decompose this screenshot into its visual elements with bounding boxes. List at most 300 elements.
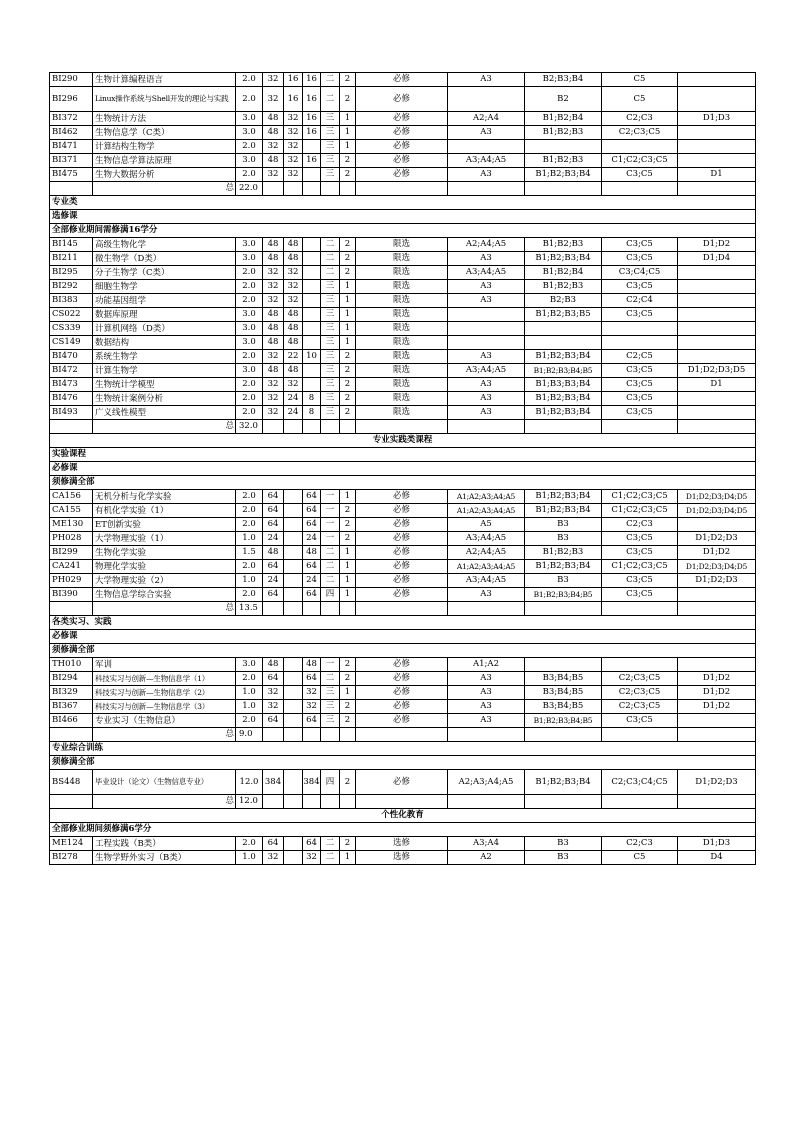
outcome-c: C3;C5 bbox=[602, 714, 678, 728]
course-credit: 2.0 bbox=[236, 280, 263, 294]
course-type: 必修 bbox=[356, 686, 448, 700]
course-row bbox=[50, 392, 756, 406]
course-type: 必修 bbox=[356, 87, 448, 112]
empty-cell bbox=[448, 602, 525, 616]
course-row bbox=[50, 658, 756, 672]
course-hours: 48 bbox=[263, 112, 284, 126]
category-banner: 个性化教育 bbox=[50, 809, 756, 823]
empty-cell bbox=[602, 182, 678, 196]
outcome-c: C2;C3;C5 bbox=[602, 672, 678, 686]
semester: 三 bbox=[321, 700, 340, 714]
outcome-a: A3 bbox=[448, 168, 525, 182]
course-code: BI290 bbox=[50, 73, 93, 87]
course-hours: 384 bbox=[263, 770, 284, 795]
semester: 三 bbox=[321, 112, 340, 126]
course-name: 有机化学实验（1） bbox=[93, 504, 236, 518]
course-credit: 2.0 bbox=[236, 672, 263, 686]
course-hours: 64 bbox=[263, 518, 284, 532]
semester: 一 bbox=[321, 518, 340, 532]
course-type: 必修 bbox=[356, 168, 448, 182]
course-code: CS339 bbox=[50, 322, 93, 336]
course-credit: 2.0 bbox=[236, 560, 263, 574]
course-row bbox=[50, 294, 756, 308]
lecture-hours: 32 bbox=[284, 140, 303, 154]
course-row bbox=[50, 406, 756, 420]
course-code: BI295 bbox=[50, 266, 93, 280]
course-name: 数据库原理 bbox=[93, 308, 236, 322]
lecture-hours: 32 bbox=[284, 112, 303, 126]
outcome-b: B1;B2;B3;B4 bbox=[525, 252, 602, 266]
empty-cell bbox=[284, 602, 303, 616]
outcome-d: D4 bbox=[678, 851, 756, 865]
outcome-a: A3 bbox=[448, 280, 525, 294]
course-code: CA156 bbox=[50, 490, 93, 504]
course-code: BI493 bbox=[50, 406, 93, 420]
course-credit: 1.0 bbox=[236, 686, 263, 700]
lab-hours: 48 bbox=[303, 546, 321, 560]
empty-cell bbox=[303, 728, 321, 742]
lecture-hours bbox=[284, 851, 303, 865]
course-code: ME124 bbox=[50, 837, 93, 851]
course-code: CA155 bbox=[50, 504, 93, 518]
semester: 二 bbox=[321, 73, 340, 87]
outcome-d: D1 bbox=[678, 378, 756, 392]
lecture-hours bbox=[284, 532, 303, 546]
lab-hours bbox=[303, 322, 321, 336]
outcome-d bbox=[678, 266, 756, 280]
lecture-hours: 48 bbox=[284, 364, 303, 378]
subtotal-spacer bbox=[50, 728, 93, 742]
section-heading: 必修课 bbox=[50, 630, 756, 644]
course-type: 限选 bbox=[356, 406, 448, 420]
section-heading-row bbox=[50, 756, 756, 770]
course-code: BI211 bbox=[50, 252, 93, 266]
outcome-a: A3;A4;A5 bbox=[448, 364, 525, 378]
lecture-hours: 16 bbox=[284, 73, 303, 87]
course-credit: 3.0 bbox=[236, 322, 263, 336]
course-code: BI466 bbox=[50, 714, 93, 728]
empty-cell bbox=[284, 182, 303, 196]
course-hours: 32 bbox=[263, 168, 284, 182]
subtotal-spacer bbox=[50, 420, 93, 434]
course-hours: 32 bbox=[263, 266, 284, 280]
course-name: 科技实习与创新—生物信息学（1） bbox=[93, 672, 236, 686]
lab-hours: 64 bbox=[303, 518, 321, 532]
course-name: 计算结构生物学 bbox=[93, 140, 236, 154]
outcome-b: B3;B4;B5 bbox=[525, 686, 602, 700]
course-hours: 32 bbox=[263, 700, 284, 714]
course-code: CS149 bbox=[50, 336, 93, 350]
outcome-a: A2;A4 bbox=[448, 112, 525, 126]
course-hours: 48 bbox=[263, 238, 284, 252]
lab-hours: 32 bbox=[303, 686, 321, 700]
subtotal-row bbox=[50, 795, 756, 809]
term-part: 1 bbox=[340, 294, 356, 308]
course-type: 选修 bbox=[356, 851, 448, 865]
course-code: BI145 bbox=[50, 238, 93, 252]
outcome-d: D1;D2 bbox=[678, 546, 756, 560]
section-heading: 全部修业期间须修满6学分 bbox=[50, 823, 756, 837]
outcome-d: D1;D2 bbox=[678, 686, 756, 700]
outcome-b bbox=[525, 336, 602, 350]
outcome-a: A1;A2;A3;A4;A5 bbox=[448, 490, 525, 504]
subtotal-row bbox=[50, 420, 756, 434]
outcome-c: C2;C3;C5 bbox=[602, 686, 678, 700]
empty-cell bbox=[448, 420, 525, 434]
course-plan-table bbox=[49, 72, 756, 865]
course-type: 选修 bbox=[356, 837, 448, 851]
lab-hours: 32 bbox=[303, 851, 321, 865]
course-type: 限选 bbox=[356, 364, 448, 378]
outcome-d bbox=[678, 140, 756, 154]
course-name: 科技实习与创新—生物信息学（3） bbox=[93, 700, 236, 714]
semester: 三 bbox=[321, 140, 340, 154]
course-hours: 64 bbox=[263, 672, 284, 686]
course-name: 生物信息学（C类） bbox=[93, 126, 236, 140]
outcome-a bbox=[448, 308, 525, 322]
course-row bbox=[50, 87, 756, 112]
outcome-b: B3;B4;B5 bbox=[525, 672, 602, 686]
outcome-c bbox=[602, 658, 678, 672]
empty-cell bbox=[303, 420, 321, 434]
outcome-c: C3;C5 bbox=[602, 406, 678, 420]
course-row bbox=[50, 770, 756, 795]
outcome-a: A1;A2;A3;A4;A5 bbox=[448, 504, 525, 518]
term-part: 2 bbox=[340, 700, 356, 714]
course-credit: 12.0 bbox=[236, 770, 263, 795]
empty-cell bbox=[678, 182, 756, 196]
course-code: BI278 bbox=[50, 851, 93, 865]
semester: 二 bbox=[321, 851, 340, 865]
empty-cell bbox=[356, 795, 448, 809]
outcome-a: A3;A4 bbox=[448, 837, 525, 851]
lab-hours bbox=[303, 336, 321, 350]
lecture-hours: 32 bbox=[284, 126, 303, 140]
course-type: 必修 bbox=[356, 714, 448, 728]
outcome-c: C3;C5 bbox=[602, 532, 678, 546]
empty-cell bbox=[678, 795, 756, 809]
term-part: 1 bbox=[340, 560, 356, 574]
course-code: BI294 bbox=[50, 672, 93, 686]
semester: 三 bbox=[321, 350, 340, 364]
course-name: 专业实习（生物信息） bbox=[93, 714, 236, 728]
term-part: 1 bbox=[340, 112, 356, 126]
course-type: 限选 bbox=[356, 378, 448, 392]
section-heading-row bbox=[50, 823, 756, 837]
term-part: 1 bbox=[340, 308, 356, 322]
semester: 三 bbox=[321, 336, 340, 350]
course-code: BI473 bbox=[50, 378, 93, 392]
empty-cell bbox=[602, 420, 678, 434]
outcome-a: A3 bbox=[448, 392, 525, 406]
subtotal-label: 总 bbox=[93, 420, 236, 434]
course-name: 大学物理实验（2） bbox=[93, 574, 236, 588]
course-credit: 1.0 bbox=[236, 851, 263, 865]
outcome-c: C1;C2;C3;C5 bbox=[602, 560, 678, 574]
course-credit: 1.0 bbox=[236, 532, 263, 546]
outcome-c: C2;C3 bbox=[602, 518, 678, 532]
subtotal-spacer bbox=[50, 182, 93, 196]
course-hours: 48 bbox=[263, 658, 284, 672]
course-hours: 32 bbox=[263, 392, 284, 406]
empty-cell bbox=[321, 182, 340, 196]
lab-hours bbox=[303, 140, 321, 154]
course-code: BI372 bbox=[50, 112, 93, 126]
course-type: 限选 bbox=[356, 294, 448, 308]
semester: 四 bbox=[321, 588, 340, 602]
empty-cell bbox=[321, 420, 340, 434]
course-credit: 2.0 bbox=[236, 73, 263, 87]
lab-hours: 16 bbox=[303, 87, 321, 112]
outcome-d bbox=[678, 336, 756, 350]
course-row bbox=[50, 336, 756, 350]
course-name: 功能基因组学 bbox=[93, 294, 236, 308]
outcome-b: B1;B2;B3;B4;B5 bbox=[525, 364, 602, 378]
course-credit: 1.0 bbox=[236, 574, 263, 588]
outcome-d bbox=[678, 87, 756, 112]
outcome-c: C5 bbox=[602, 851, 678, 865]
lab-hours: 16 bbox=[303, 73, 321, 87]
outcome-b: B3 bbox=[525, 837, 602, 851]
course-row bbox=[50, 112, 756, 126]
outcome-c: C2;C3;C4;C5 bbox=[602, 770, 678, 795]
empty-cell bbox=[525, 728, 602, 742]
lecture-hours bbox=[284, 490, 303, 504]
course-hours: 64 bbox=[263, 837, 284, 851]
outcome-a: A3 bbox=[448, 700, 525, 714]
lab-hours: 16 bbox=[303, 126, 321, 140]
outcome-d bbox=[678, 126, 756, 140]
course-code: BI390 bbox=[50, 588, 93, 602]
term-part: 2 bbox=[340, 168, 356, 182]
subtotal-spacer bbox=[50, 795, 93, 809]
section-heading: 专业类 bbox=[50, 196, 756, 210]
course-credit: 1.0 bbox=[236, 700, 263, 714]
lecture-hours: 16 bbox=[284, 87, 303, 112]
term-part: 2 bbox=[340, 350, 356, 364]
empty-cell bbox=[321, 728, 340, 742]
course-type: 限选 bbox=[356, 322, 448, 336]
lecture-hours: 24 bbox=[284, 406, 303, 420]
course-type: 限选 bbox=[356, 350, 448, 364]
course-hours: 32 bbox=[263, 294, 284, 308]
course-code: BI475 bbox=[50, 168, 93, 182]
lecture-hours bbox=[284, 574, 303, 588]
lab-hours bbox=[303, 308, 321, 322]
term-part: 2 bbox=[340, 87, 356, 112]
lecture-hours: 48 bbox=[284, 322, 303, 336]
outcome-a: A5 bbox=[448, 518, 525, 532]
course-hours: 32 bbox=[263, 73, 284, 87]
outcome-b: B1;B2;B4 bbox=[525, 266, 602, 280]
semester: 三 bbox=[321, 280, 340, 294]
course-row bbox=[50, 546, 756, 560]
outcome-b: B1;B3;B3;B4 bbox=[525, 378, 602, 392]
course-credit: 3.0 bbox=[236, 308, 263, 322]
empty-cell bbox=[356, 182, 448, 196]
semester: 三 bbox=[321, 294, 340, 308]
empty-cell bbox=[263, 795, 284, 809]
semester: 三 bbox=[321, 406, 340, 420]
course-hours: 24 bbox=[263, 574, 284, 588]
course-hours: 32 bbox=[263, 378, 284, 392]
lecture-hours bbox=[284, 588, 303, 602]
term-part: 2 bbox=[340, 252, 356, 266]
outcome-b: B3 bbox=[525, 851, 602, 865]
outcome-c: C3;C5 bbox=[602, 392, 678, 406]
course-code: BI292 bbox=[50, 280, 93, 294]
course-type: 必修 bbox=[356, 73, 448, 87]
empty-cell bbox=[340, 182, 356, 196]
section-heading-row bbox=[50, 616, 756, 630]
course-type: 必修 bbox=[356, 504, 448, 518]
semester: 三 bbox=[321, 154, 340, 168]
lab-hours: 64 bbox=[303, 837, 321, 851]
section-heading-row bbox=[50, 196, 756, 210]
lecture-hours bbox=[284, 504, 303, 518]
outcome-b: B1;B2;B3 bbox=[525, 154, 602, 168]
outcome-d: D1;D2;D3;D5 bbox=[678, 364, 756, 378]
course-hours: 32 bbox=[263, 406, 284, 420]
section-heading-row bbox=[50, 644, 756, 658]
subtotal-credits: 32.0 bbox=[236, 420, 263, 434]
course-credit: 3.0 bbox=[236, 658, 263, 672]
course-name: Linux操作系统与Shell开发的理论与实践 bbox=[93, 87, 236, 112]
course-credit: 3.0 bbox=[236, 364, 263, 378]
lecture-hours bbox=[284, 518, 303, 532]
outcome-c bbox=[602, 140, 678, 154]
course-type: 必修 bbox=[356, 700, 448, 714]
outcome-a: A3 bbox=[448, 126, 525, 140]
semester: 一 bbox=[321, 490, 340, 504]
outcome-c: C2;C4 bbox=[602, 294, 678, 308]
outcome-a: A3 bbox=[448, 686, 525, 700]
outcome-a: A3 bbox=[448, 350, 525, 364]
course-row bbox=[50, 686, 756, 700]
outcome-b: B3 bbox=[525, 574, 602, 588]
course-hours: 48 bbox=[263, 252, 284, 266]
outcome-d: D1;D2 bbox=[678, 700, 756, 714]
section-heading-row bbox=[50, 210, 756, 224]
course-type: 限选 bbox=[356, 238, 448, 252]
course-credit: 2.0 bbox=[236, 588, 263, 602]
course-row bbox=[50, 252, 756, 266]
course-name: 生物化学实验 bbox=[93, 546, 236, 560]
lab-hours: 16 bbox=[303, 154, 321, 168]
lecture-hours bbox=[284, 560, 303, 574]
outcome-c: C1;C2;C3;C5 bbox=[602, 490, 678, 504]
term-part: 1 bbox=[340, 140, 356, 154]
course-code: TH010 bbox=[50, 658, 93, 672]
course-code: BI371 bbox=[50, 154, 93, 168]
term-part: 1 bbox=[340, 686, 356, 700]
outcome-c: C3;C5 bbox=[602, 378, 678, 392]
course-name: 微生物学（D类） bbox=[93, 252, 236, 266]
outcome-c: C2;C3;C5 bbox=[602, 126, 678, 140]
subtotal-spacer bbox=[50, 602, 93, 616]
semester: 三 bbox=[321, 392, 340, 406]
lecture-hours: 32 bbox=[284, 378, 303, 392]
outcome-c bbox=[602, 322, 678, 336]
lab-hours: 32 bbox=[303, 700, 321, 714]
empty-cell bbox=[303, 602, 321, 616]
empty-cell bbox=[678, 728, 756, 742]
outcome-c: C3;C5 bbox=[602, 364, 678, 378]
outcome-b: B1;B2;B4 bbox=[525, 112, 602, 126]
course-row bbox=[50, 851, 756, 865]
course-code: BS448 bbox=[50, 770, 93, 795]
course-type: 必修 bbox=[356, 546, 448, 560]
empty-cell bbox=[340, 602, 356, 616]
course-name: 广义线性模型 bbox=[93, 406, 236, 420]
subtotal-credits: 12.0 bbox=[236, 795, 263, 809]
course-hours: 32 bbox=[263, 87, 284, 112]
outcome-d: D1 bbox=[678, 168, 756, 182]
course-credit: 2.0 bbox=[236, 518, 263, 532]
section-heading: 须修满全部 bbox=[50, 476, 756, 490]
course-name: 生物学野外实习（B类） bbox=[93, 851, 236, 865]
outcome-c: C2;C3;C5 bbox=[602, 700, 678, 714]
outcome-b: B3;B4;B5 bbox=[525, 700, 602, 714]
course-code: BI296 bbox=[50, 87, 93, 112]
course-credit: 2.0 bbox=[236, 378, 263, 392]
outcome-c bbox=[602, 336, 678, 350]
outcome-d bbox=[678, 294, 756, 308]
course-name: 无机分析与化学实验 bbox=[93, 490, 236, 504]
outcome-b: B1;B2;B3 bbox=[525, 126, 602, 140]
semester: 二 bbox=[321, 87, 340, 112]
outcome-c: C3;C4;C5 bbox=[602, 266, 678, 280]
outcome-d: D1;D2 bbox=[678, 672, 756, 686]
term-part: 2 bbox=[340, 672, 356, 686]
lecture-hours bbox=[284, 546, 303, 560]
course-type: 必修 bbox=[356, 154, 448, 168]
course-type: 必修 bbox=[356, 658, 448, 672]
empty-cell bbox=[602, 728, 678, 742]
lab-hours: 8 bbox=[303, 406, 321, 420]
outcome-b: B1;B2;B3;B4 bbox=[525, 770, 602, 795]
outcome-c: C5 bbox=[602, 73, 678, 87]
outcome-a bbox=[448, 87, 525, 112]
course-type: 限选 bbox=[356, 336, 448, 350]
course-name: 工程实践（B类） bbox=[93, 837, 236, 851]
outcome-d: D1;D3 bbox=[678, 837, 756, 851]
course-name: 大学物理实验（1） bbox=[93, 532, 236, 546]
course-name: 高级生物化学 bbox=[93, 238, 236, 252]
course-credit: 2.0 bbox=[236, 294, 263, 308]
lab-hours bbox=[303, 280, 321, 294]
lab-hours: 384 bbox=[303, 770, 321, 795]
term-part: 1 bbox=[340, 280, 356, 294]
outcome-b: B1;B2;B3 bbox=[525, 238, 602, 252]
subtotal-credits: 13.5 bbox=[236, 602, 263, 616]
outcome-a: A3 bbox=[448, 73, 525, 87]
semester: 一 bbox=[321, 504, 340, 518]
outcome-b: B2;B3;B4 bbox=[525, 73, 602, 87]
empty-cell bbox=[303, 795, 321, 809]
semester: 三 bbox=[321, 126, 340, 140]
lecture-hours bbox=[284, 686, 303, 700]
outcome-a: A3 bbox=[448, 406, 525, 420]
term-part: 1 bbox=[340, 336, 356, 350]
empty-cell bbox=[284, 795, 303, 809]
outcome-b: B2;B3 bbox=[525, 294, 602, 308]
lab-hours: 64 bbox=[303, 672, 321, 686]
lab-hours: 64 bbox=[303, 588, 321, 602]
outcome-b: B3 bbox=[525, 518, 602, 532]
course-name: 生物统计学模型 bbox=[93, 378, 236, 392]
outcome-c: C3;C5 bbox=[602, 280, 678, 294]
